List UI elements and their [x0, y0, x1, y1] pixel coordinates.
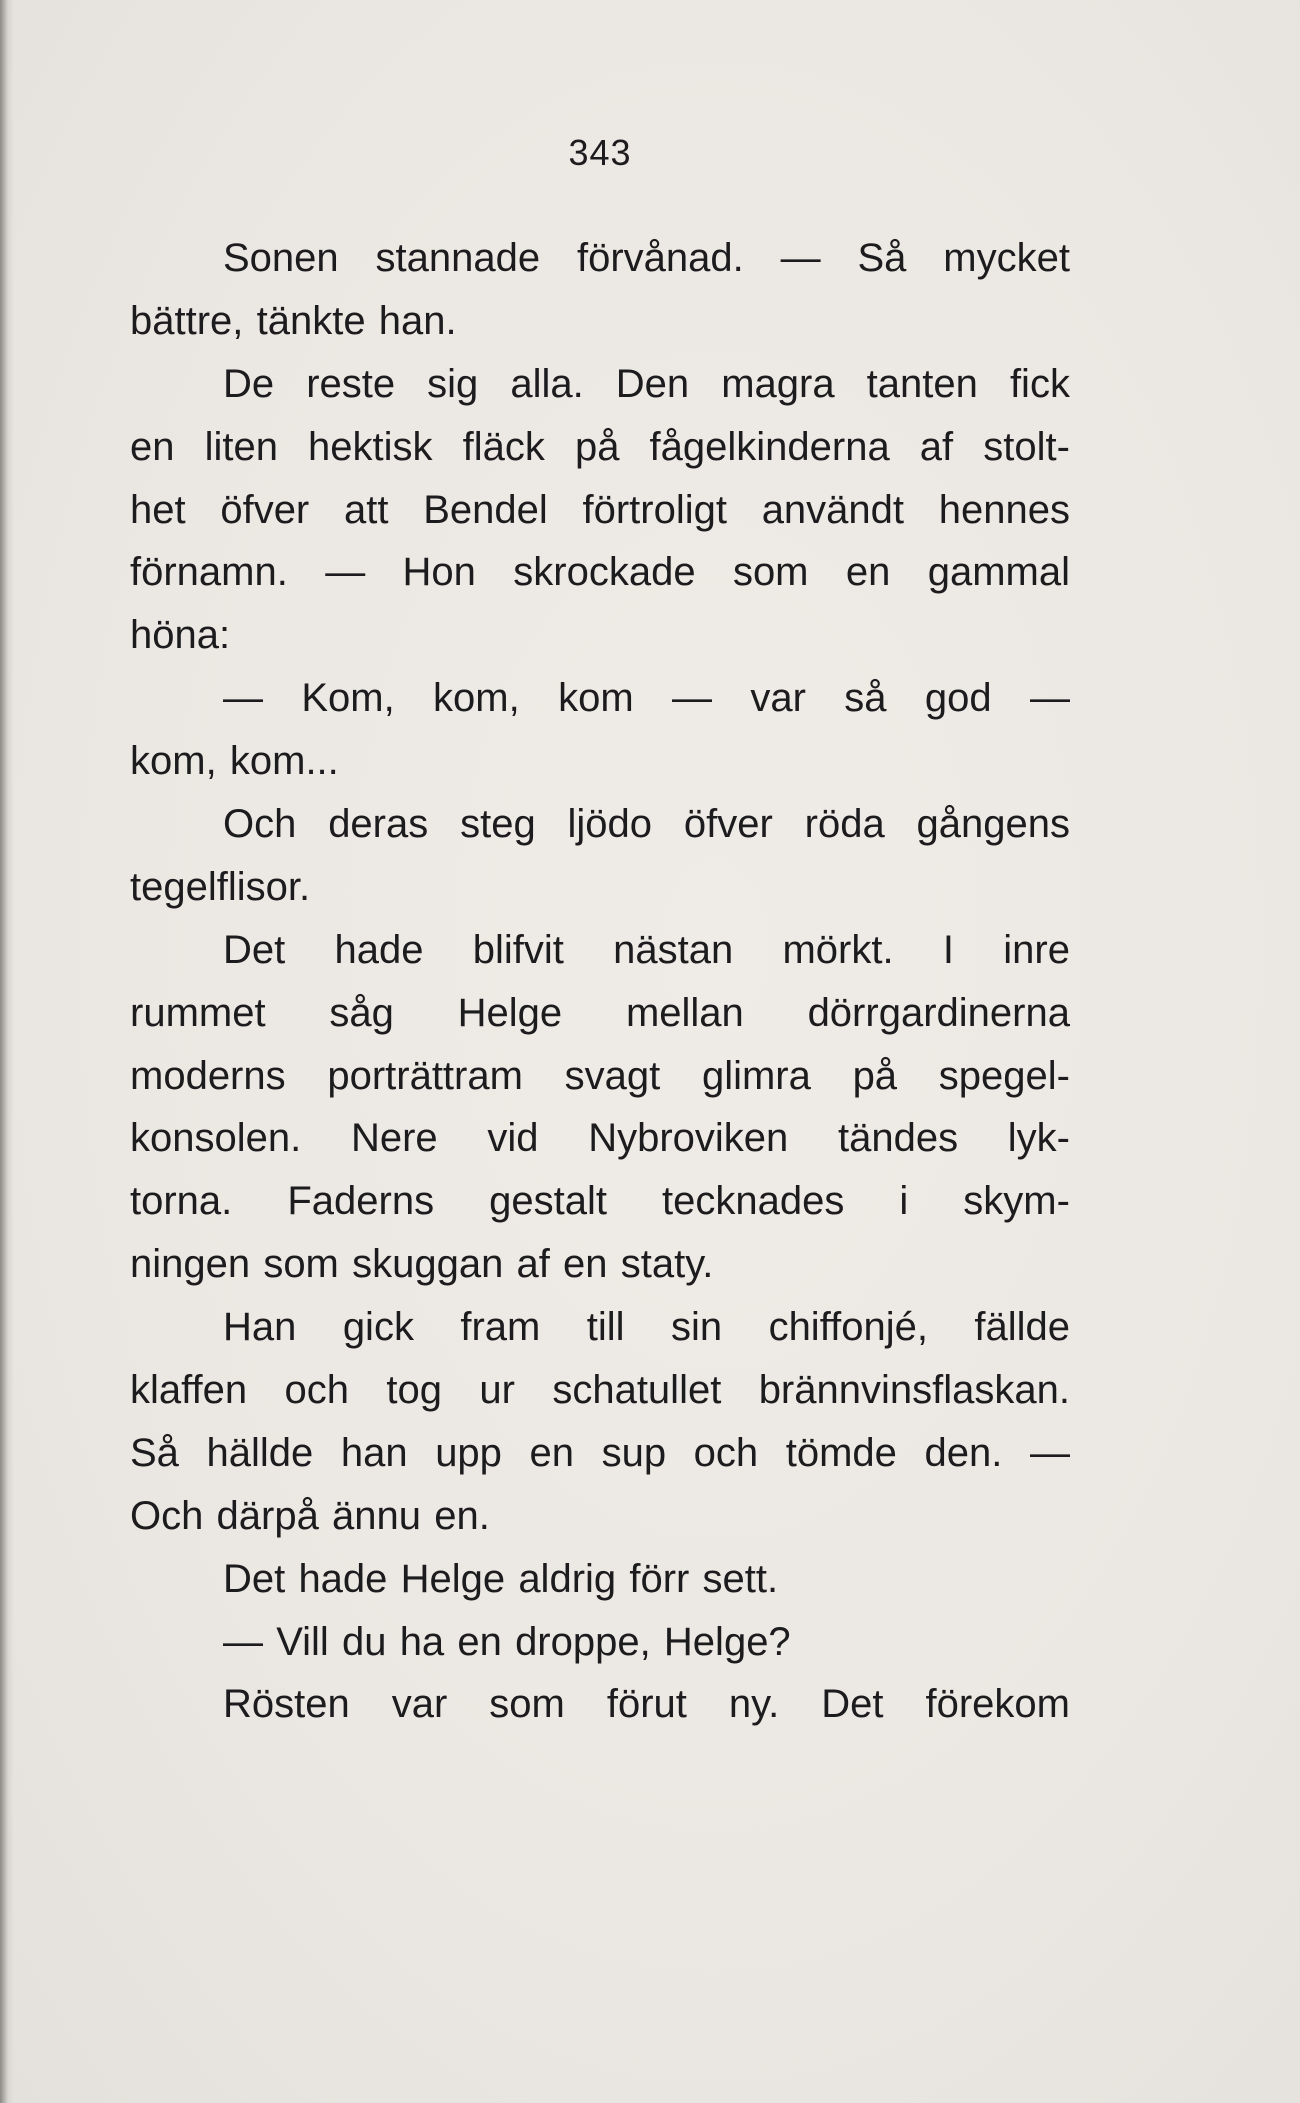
word: ny. — [728, 1682, 780, 1727]
word: som — [732, 550, 809, 595]
text-line — [130, 1673, 1070, 1736]
word: kom — [558, 676, 634, 721]
word: konsolen. — [130, 1116, 302, 1161]
word: tog — [386, 1368, 442, 1413]
word: kom, — [433, 676, 520, 721]
word: kom... — [229, 739, 339, 784]
word: Och — [130, 1493, 204, 1538]
word: Sonen — [223, 236, 339, 280]
word: kom, — [130, 739, 217, 784]
text-line — [130, 1359, 1070, 1422]
word: — — [223, 1619, 263, 1664]
word: Nybroviken — [588, 1116, 789, 1161]
word: därpå — [216, 1493, 319, 1538]
text-line — [130, 1107, 1070, 1170]
word: fram — [460, 1305, 541, 1350]
text-line — [130, 1548, 1070, 1611]
word: skym- — [963, 1179, 1070, 1224]
word: Kom, — [301, 676, 395, 721]
text-line — [130, 227, 1070, 290]
word: och — [284, 1368, 350, 1413]
word: stolt- — [983, 424, 1070, 469]
word: Det — [223, 1556, 286, 1601]
word: — — [780, 236, 821, 280]
text-line — [130, 1485, 1070, 1548]
word: han — [340, 1430, 408, 1475]
text-line — [130, 982, 1070, 1045]
word: som — [263, 1242, 339, 1287]
word: tanten — [866, 361, 978, 406]
word: blifvit — [472, 927, 564, 972]
word: porträttram — [327, 1053, 523, 1098]
word: — — [223, 676, 263, 721]
word: i — [899, 1179, 909, 1224]
word: klaffen — [130, 1368, 248, 1413]
word: — — [325, 550, 366, 595]
word: fällde — [974, 1305, 1070, 1350]
page-number: 343 — [568, 132, 632, 173]
word: gick — [342, 1305, 414, 1350]
word: hade — [334, 927, 424, 972]
word: Det — [223, 927, 286, 972]
word: Faderns — [287, 1179, 435, 1224]
word: såg — [329, 990, 394, 1035]
word: öfver — [220, 487, 310, 532]
word: glimra — [701, 1053, 811, 1098]
word: rummet — [130, 990, 266, 1035]
word: alla. — [510, 361, 584, 406]
word: schatullet — [552, 1368, 722, 1413]
word: den. — [924, 1430, 1003, 1475]
word: sett. — [702, 1556, 779, 1601]
word: ljödo — [567, 802, 653, 847]
word: — — [1029, 1430, 1070, 1475]
word: röda — [804, 802, 885, 847]
text-line — [130, 290, 1070, 353]
word: aldrig — [518, 1556, 617, 1601]
word: fläck — [462, 424, 545, 469]
word: tändes — [837, 1116, 959, 1161]
word: dörrgardinerna — [807, 990, 1070, 1035]
word: liten — [204, 424, 278, 469]
word: reste — [306, 361, 396, 406]
word: tömde — [785, 1430, 897, 1475]
text-line — [130, 353, 1070, 416]
word: var — [750, 676, 806, 721]
text-line — [130, 541, 1070, 604]
word: Vill — [276, 1619, 329, 1664]
word: tänkte — [256, 298, 366, 343]
word: öfver — [683, 802, 773, 847]
text-line — [130, 1170, 1070, 1233]
word: förvånad. — [576, 236, 744, 280]
word: stannade — [375, 236, 541, 280]
word: ännu — [332, 1493, 422, 1538]
page-binding-edge — [0, 0, 14, 2103]
word: Det — [821, 1682, 884, 1727]
word: gestalt — [489, 1179, 607, 1224]
word: Rösten — [223, 1682, 350, 1727]
word: vid — [487, 1116, 539, 1161]
word: en. — [434, 1493, 490, 1538]
word: chiffonjé, — [768, 1305, 928, 1350]
word: god — [924, 676, 992, 721]
word: Och — [223, 802, 297, 847]
word: Helge? — [663, 1619, 791, 1664]
word: Så — [130, 1430, 179, 1475]
word: sin — [671, 1305, 723, 1350]
word: droppe, — [515, 1619, 651, 1664]
word: deras — [328, 802, 429, 847]
word: — — [1029, 676, 1070, 721]
text-line — [130, 479, 1070, 542]
word: mycket — [943, 236, 1070, 280]
word: Så — [857, 236, 907, 280]
text-line — [130, 1045, 1070, 1108]
word: Helge — [400, 1556, 506, 1601]
word: gångens — [916, 802, 1070, 847]
word: förut — [606, 1682, 687, 1727]
word: brännvinsflaskan. — [758, 1368, 1070, 1413]
word: på — [852, 1053, 898, 1098]
word: torna. — [130, 1179, 233, 1224]
word: förnamn. — [130, 550, 288, 595]
word: Bendel — [423, 487, 548, 532]
word: en — [130, 424, 175, 469]
word: inre — [1003, 927, 1070, 972]
word: du — [342, 1619, 387, 1664]
word: — — [672, 676, 712, 721]
word: att — [343, 487, 389, 532]
word: magra — [721, 361, 835, 406]
word: och — [693, 1430, 759, 1475]
word: hektisk — [308, 424, 433, 469]
word: ur — [479, 1368, 515, 1413]
word: tegelflisor. — [130, 864, 311, 909]
word: staty. — [620, 1242, 714, 1287]
word: De — [223, 361, 275, 406]
word: på — [574, 424, 620, 469]
word: så — [844, 676, 887, 721]
word: användt — [761, 487, 905, 532]
word: Nere — [350, 1116, 438, 1161]
word: ha — [399, 1619, 445, 1664]
word: nästan — [613, 927, 734, 972]
word: ningen — [130, 1242, 251, 1287]
word: fågelkinderna — [649, 424, 890, 469]
word: skuggan — [352, 1242, 504, 1287]
word: Hon — [402, 550, 476, 595]
word: moderns — [130, 1053, 286, 1098]
word: skrockade — [513, 550, 696, 595]
word: han. — [378, 298, 457, 343]
text-line — [130, 1611, 1070, 1674]
word: förtroligt — [582, 487, 727, 532]
text-line — [130, 730, 1070, 793]
word: sup — [601, 1430, 667, 1475]
text-line — [130, 1296, 1070, 1359]
word: lyk- — [1007, 1116, 1070, 1161]
word: hällde — [206, 1430, 314, 1475]
word: steg — [460, 802, 536, 847]
text-line — [130, 793, 1070, 856]
word: upp — [435, 1430, 502, 1475]
text-line — [130, 1422, 1070, 1485]
word: Han — [223, 1305, 297, 1350]
text-line — [130, 919, 1070, 982]
word: en — [563, 1242, 608, 1287]
word: en — [845, 550, 891, 595]
word: I — [942, 927, 954, 972]
word: Den — [615, 361, 690, 406]
word: svagt — [564, 1053, 661, 1098]
word: mellan — [625, 990, 744, 1035]
word: tecknades — [662, 1179, 845, 1224]
word: het — [130, 487, 186, 532]
word: gammal — [927, 550, 1070, 595]
body-text — [130, 227, 1070, 1736]
word: en — [457, 1619, 502, 1664]
word: hade — [298, 1556, 388, 1601]
text-line — [130, 604, 1070, 667]
word: fick — [1009, 361, 1070, 406]
word: förr — [629, 1556, 690, 1601]
text-line — [130, 416, 1070, 479]
word: hennes — [938, 487, 1070, 532]
word: höna: — [130, 613, 231, 658]
word: af — [919, 424, 954, 469]
word: sig — [427, 361, 479, 406]
word: en — [529, 1430, 575, 1475]
text-line — [130, 667, 1070, 730]
word: Helge — [457, 990, 563, 1035]
word: till — [586, 1305, 625, 1350]
word: mörkt. — [782, 927, 894, 972]
word: bättre, — [130, 298, 244, 343]
word: spegel- — [938, 1053, 1070, 1098]
text-line — [130, 1233, 1070, 1296]
word: af — [516, 1242, 550, 1287]
word: som — [489, 1682, 565, 1727]
word: var — [391, 1682, 448, 1727]
text-line — [130, 856, 1070, 919]
word: förekom — [925, 1682, 1070, 1727]
